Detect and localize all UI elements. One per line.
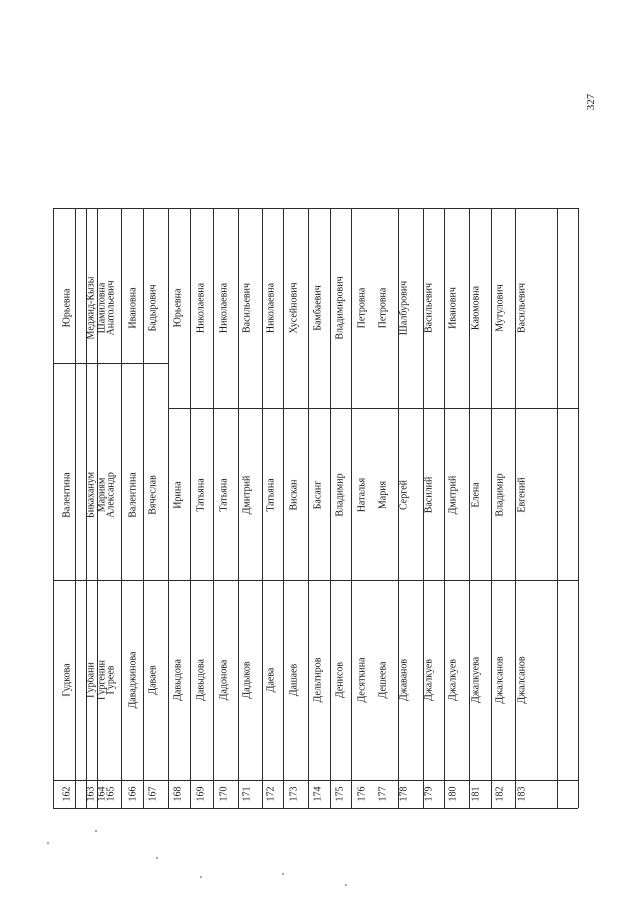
cell-number-text: 163	[85, 786, 97, 802]
cell-name-text: Дмитрий	[241, 475, 253, 515]
cell-name-text: Валентина	[61, 472, 73, 518]
cell-number	[195, 780, 207, 808]
cell-surname-text: Дашаев	[288, 663, 300, 697]
cell-surname	[334, 580, 346, 780]
cell-surname	[356, 580, 368, 780]
cell-patronymic-text: Шалбурович	[398, 280, 410, 336]
cell-number-text: 181	[470, 786, 482, 802]
cell-patronymic	[470, 208, 482, 408]
cell-name-text: Татьяна	[195, 478, 207, 512]
cell-number	[265, 780, 277, 808]
cell-number-text: 171	[241, 786, 253, 802]
row-divider	[238, 208, 239, 808]
cell-number	[423, 780, 435, 808]
cell-surname-text: Даваджинова	[127, 651, 139, 709]
cell-surname-text: Дадыков	[241, 661, 253, 699]
cell-patronymic-text: Каюмовна	[470, 285, 482, 331]
cell-number	[494, 780, 506, 808]
cell-number-text: 179	[423, 786, 435, 802]
cell-name	[470, 410, 482, 580]
cell-name	[447, 410, 459, 580]
cell-name	[377, 410, 389, 580]
cell-surname-text: Гудкова	[61, 663, 73, 697]
cell-surname	[423, 580, 435, 780]
cell-number	[288, 780, 300, 808]
page-number-text: 327	[585, 93, 597, 111]
cell-name	[218, 410, 230, 580]
cell-number-text: 172	[265, 786, 277, 802]
cell-surname	[516, 580, 528, 780]
cell-surname-text: Джалкуев	[447, 659, 459, 701]
cell-patronymic-text: Меджид-Кызы	[85, 276, 97, 340]
scan-speck	[282, 873, 284, 875]
cell-surname-text: Даева	[265, 667, 277, 693]
cell-patronymic	[288, 208, 300, 408]
column-divider-name-lower	[168, 408, 578, 409]
cell-name	[494, 410, 506, 580]
cell-name-text: Евгений	[516, 477, 528, 513]
cell-patronymic-text: Мутулович	[494, 284, 506, 332]
cell-patronymic	[147, 208, 159, 408]
cell-name	[288, 410, 300, 580]
cell-surname-text: Джалсанов	[494, 656, 506, 704]
cell-number-text: 178	[398, 786, 410, 802]
cell-name-text: Басанг	[312, 480, 324, 510]
cell-patronymic-text: Хусейнович	[288, 282, 300, 334]
cell-patronymic	[105, 208, 117, 408]
cell-number	[356, 780, 368, 808]
cell-surname	[377, 580, 389, 780]
cell-number	[334, 780, 346, 808]
cell-patronymic	[398, 208, 410, 408]
cell-patronymic-text: Иванович	[447, 287, 459, 329]
cell-number-text: 173	[288, 786, 300, 802]
cell-number-text: 169	[195, 786, 207, 802]
cell-number	[147, 780, 159, 808]
cell-patronymic	[447, 208, 459, 408]
cell-number	[447, 780, 459, 808]
cell-surname	[241, 580, 253, 780]
cell-name-text: Мария	[377, 480, 389, 510]
cell-name-text: Владимир	[494, 473, 506, 517]
cell-patronymic	[356, 208, 368, 408]
cell-patronymic-text: Васильевич	[516, 283, 528, 333]
cell-patronymic-text: Николаевна	[195, 282, 207, 334]
cell-number	[172, 780, 184, 808]
row-divider	[283, 208, 284, 808]
row-divider	[444, 208, 445, 808]
row-divider	[557, 208, 558, 808]
cell-name-text: Владимир	[334, 473, 346, 517]
cell-name-text: Татьяна	[218, 478, 230, 512]
row-divider	[143, 208, 144, 808]
cell-surname	[447, 580, 459, 780]
cell-surname-text: Джаванов	[398, 658, 410, 702]
cell-surname-text: Давыдова	[172, 659, 184, 701]
cell-patronymic-text: Петровна	[356, 287, 368, 329]
cell-name-text: Дмитрий	[447, 475, 459, 515]
cell-surname-text: Даваев	[147, 665, 159, 695]
scan-speck	[47, 842, 49, 844]
cell-patronymic-text: Юрьевна	[61, 288, 73, 328]
cell-surname-text: Денисов	[334, 661, 346, 699]
scan-speck	[156, 857, 158, 859]
cell-name-text: Василий	[423, 476, 435, 514]
cell-surname-text: Дельтиров	[312, 657, 324, 703]
cell-patronymic-text: Николаевна	[218, 282, 230, 334]
cell-number-text: 182	[494, 786, 506, 802]
cell-number-text: 164	[96, 786, 108, 802]
cell-patronymic	[241, 208, 253, 408]
cell-patronymic	[516, 208, 528, 408]
cell-surname	[195, 580, 207, 780]
cell-name-text: Наталья	[356, 477, 368, 513]
cell-surname-text: Десяткина	[356, 657, 368, 703]
cell-surname	[218, 580, 230, 780]
cell-name	[127, 410, 139, 580]
cell-patronymic	[494, 208, 506, 408]
cell-patronymic-text: Бадырович	[147, 284, 159, 332]
cell-patronymic-text: Петровна	[377, 287, 389, 329]
cell-name	[398, 410, 410, 580]
cell-number-text: 176	[356, 786, 368, 802]
cell-surname	[127, 580, 139, 780]
cell-name	[172, 410, 184, 580]
cell-number-text: 174	[312, 786, 324, 802]
row-divider	[190, 208, 191, 808]
cell-patronymic	[334, 208, 346, 408]
cell-name	[356, 410, 368, 580]
cell-surname-text: Джалсанов	[516, 656, 528, 704]
row-divider	[121, 208, 122, 808]
cell-patronymic-text: Владимирович	[334, 276, 346, 340]
cell-patronymic	[195, 208, 207, 408]
cell-name	[61, 410, 73, 580]
cell-surname	[61, 580, 73, 780]
cell-patronymic-text: Бамбаевич	[312, 285, 324, 331]
cell-name	[241, 410, 253, 580]
cell-name-text: Вискан	[288, 479, 300, 511]
cell-name-text: Ирина	[172, 481, 184, 509]
cell-number-text: 175	[334, 786, 346, 802]
row-divider	[578, 208, 579, 808]
cell-surname-text: Давыдова	[195, 659, 207, 701]
row-divider	[262, 208, 263, 808]
cell-surname-text: Гургенин	[96, 660, 108, 700]
cell-patronymic	[127, 208, 139, 408]
row-divider	[308, 208, 309, 808]
cell-name-text: Елена	[470, 482, 482, 508]
cell-patronymic-text: Васильевич	[241, 283, 253, 333]
cell-surname	[265, 580, 277, 780]
row-divider	[213, 208, 214, 808]
cell-name-text: Бикаханум	[85, 471, 97, 519]
cell-name	[312, 410, 324, 580]
cell-name	[195, 410, 207, 580]
cell-surname	[494, 580, 506, 780]
row-divider	[168, 208, 169, 808]
cell-number	[61, 780, 73, 808]
scan-speck	[345, 884, 347, 886]
scan-speck	[95, 830, 97, 832]
cell-name	[105, 410, 117, 580]
cell-surname	[105, 580, 117, 780]
cell-number-text: 168	[172, 786, 184, 802]
cell-name	[265, 410, 277, 580]
cell-number	[398, 780, 410, 808]
cell-patronymic	[172, 208, 184, 408]
cell-surname	[147, 580, 159, 780]
cell-surname	[288, 580, 300, 780]
cell-patronymic-text: Николаевна	[265, 282, 277, 334]
cell-number-text: 166	[127, 786, 139, 802]
cell-number	[312, 780, 324, 808]
cell-number	[241, 780, 253, 808]
cell-patronymic	[423, 208, 435, 408]
cell-surname-text: Гуреев	[105, 665, 117, 695]
cell-number	[377, 780, 389, 808]
cell-number	[218, 780, 230, 808]
cell-number-text: 180	[447, 786, 459, 802]
cell-number	[470, 780, 482, 808]
cell-number-text: 167	[147, 786, 159, 802]
row-divider	[491, 208, 492, 808]
cell-patronymic-text: Шамиловна	[96, 282, 108, 334]
cell-surname	[312, 580, 324, 780]
cell-name-text: Александр	[105, 472, 117, 518]
cell-name-text: Сергей	[398, 480, 410, 510]
row-divider	[351, 208, 352, 808]
cell-patronymic	[265, 208, 277, 408]
cell-number-text: 177	[377, 786, 389, 802]
cell-name-text: Мариям	[96, 477, 108, 513]
cell-number-text: 162	[61, 786, 73, 802]
cell-number-text: 165	[105, 786, 117, 802]
cell-surname-text: Джалкуев	[423, 659, 435, 701]
cell-patronymic-text: Юрьевна	[172, 288, 184, 328]
cell-patronymic	[61, 208, 73, 408]
cell-name	[147, 410, 159, 580]
cell-name	[334, 410, 346, 580]
cell-patronymic	[218, 208, 230, 408]
cell-number	[127, 780, 139, 808]
cell-name-text: Вячеслав	[147, 475, 159, 515]
row-divider	[53, 208, 54, 808]
cell-surname	[172, 580, 184, 780]
cell-name-text: Татьяна	[265, 478, 277, 512]
cell-name-text: Валентина	[127, 472, 139, 518]
cell-surname-text: Дадонова	[218, 659, 230, 701]
cell-patronymic	[377, 208, 389, 408]
cell-number-text: 170	[218, 786, 230, 802]
cell-surname-text: Дешеева	[377, 661, 389, 699]
cell-surname-text: Джалкуева	[470, 656, 482, 704]
cell-surname	[470, 580, 482, 780]
cell-number-text: 183	[516, 786, 528, 802]
cell-patronymic-text: Анатольевич	[105, 280, 117, 336]
cell-surname	[398, 580, 410, 780]
cell-patronymic-text: Ивановна	[127, 287, 139, 329]
cell-patronymic	[312, 208, 324, 408]
row-divider	[330, 208, 331, 808]
table-border-bottom	[53, 808, 578, 809]
row-divider	[75, 208, 76, 808]
cell-number	[105, 780, 117, 808]
cell-surname-text: Гурбани	[85, 662, 97, 698]
scan-speck	[200, 876, 202, 878]
cell-name	[516, 410, 528, 580]
cell-number	[516, 780, 528, 808]
cell-patronymic-text: Васильевич	[423, 283, 435, 333]
cell-name	[423, 410, 435, 580]
